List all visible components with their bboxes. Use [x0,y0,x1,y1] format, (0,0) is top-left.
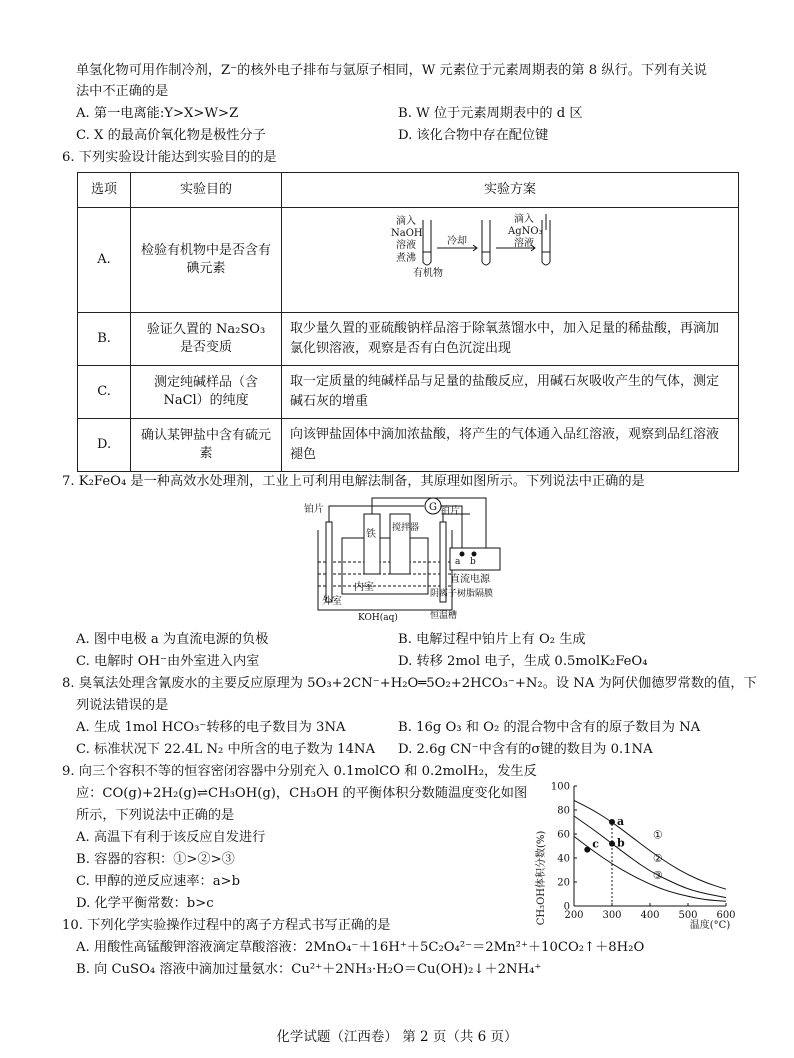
point-label-c: c [592,837,600,851]
label-bath: 恒温槽 [430,611,458,621]
fig-agno3: AgNO₃ [508,226,543,238]
row-plan-figure [282,208,739,313]
label-inner: 内室 [354,582,374,593]
q8-option-b: B. 16g O₃ 和 O₂ 的混合物中含有的原子数目为 NA [398,720,701,735]
table-row [78,313,739,366]
label-pt2: 铂片 [440,506,460,517]
y-tick-label: 80 [557,805,570,817]
point-label-a: a [617,815,625,828]
series-label-2: ② [652,852,663,865]
y-tick-label: 100 [550,781,570,793]
fig-organic: 有机物 [413,268,443,280]
row-goal: 确认某钾盐中含有硫元素 [131,419,282,472]
q7-option-d: D. 转移 2mol 电子，生成 0.5molK₂FeO₄ [398,654,648,669]
q8-option-d: D. 2.6g CN⁻中含有的σ键的数目为 0.1NA [398,742,653,757]
point-label-b: b [617,836,625,850]
q7-stem: 7. K₂FeO₄ 是一种高效水处理剂，工业上可利用电解法制备，其原理如图所示。下列说法中正确的是 [62,474,645,489]
series-line-2 [574,816,726,898]
x-tick-label: 500 [678,910,698,921]
y-tick-label: 60 [557,829,570,841]
fig-sol1: 溶液 [396,240,416,252]
q9-option-a: A. 高温下有利于该反应自发进行 [76,830,266,845]
q9-option-d: D. 化学平衡常数：b>c [76,896,214,911]
row-option: C. [78,366,131,419]
x-tick-label: 200 [564,910,584,921]
label-koh: KOH(aq) [358,613,398,622]
x-tick-label: 400 [640,910,660,921]
row-option: D. [78,419,131,472]
label-membrane: 阴离子树脂隔膜 [430,589,494,599]
table-row [78,208,739,313]
label-g: G [429,502,437,513]
x-tick-label: 600 [716,910,736,921]
chart-x-axis-label: 温度(°C) [689,920,731,930]
q8-option-c: C. 标准状况下 22.4L N₂ 中所含的电子数为 14NA [76,742,375,757]
q5-continuation: 单氢化物可用作制冷剂，Z⁻的核外电子排布与氩原子相同，W 元素位于元素周期表的第 8 纵行。下列有关说 [76,63,707,78]
header-plan: 实验方案 [282,173,739,208]
row-option: A. [78,208,131,313]
q9-stem-3: 所示，下列说法中正确的是 [76,808,235,823]
point-b [609,841,615,847]
q10-stem: 10. 下列化学实验操作过程中的离子方程式书写正确的是 [62,918,391,933]
y-tick-label: 40 [557,853,570,865]
label-pt1: 铂片 [304,504,324,515]
header-goal: 实验目的 [131,173,282,208]
label-power: 直流电源 [450,574,490,585]
page-footer: 化学试题（江西卷） 第 2 页（共 6 页） [276,1029,518,1045]
row-goal: 检验有机物中是否含有碘元素 [131,208,282,313]
q8-option-a: A. 生成 1mol HCO₃⁻转移的电子数目为 3NA [76,720,346,735]
q5-option-a: A. 第一电离能:Y>X>W>Z [76,106,239,121]
row-plan: 取少量久置的亚硫酸钠样品溶于除氧蒸馏水中，加入足量的稀盐酸，再滴加氯化钡溶液，观察是否有白色沉淀出现 [282,313,739,366]
q7-option-c: C. 电解时 OH⁻由外室进入内室 [76,654,260,669]
label-a: a [455,557,461,567]
series-label-1: ① [652,828,663,842]
fig-add2: 滴入 [514,214,534,226]
fig-sol2: 溶液 [514,238,534,250]
test-tube-2 [482,220,490,265]
q5-option-c: C. X 的最高价氧化物是极性分子 [76,128,266,143]
table-row [78,419,739,472]
fig-cool: 冷却 [447,236,467,248]
y-tick-label: 0 [563,901,570,913]
table-header-row [78,173,739,208]
q5-option-b: B. W 位于元素周期表中的 d 区 [398,106,583,121]
row-option: B. [78,313,131,366]
fig-boil: 煮沸 [396,253,416,265]
series-label-3: ③ [652,868,663,882]
label-outer: 外室 [322,596,342,607]
q7-option-b: B. 电解过程中铂片上有 O₂ 生成 [398,632,586,647]
table-row [78,366,739,419]
q9-option-b: B. 容器的容积：①>②>③ [76,852,235,867]
fig-add1: 滴入 [396,216,416,228]
q9-stem-2: 应：CO(g)+2H₂(g)⇌CH₃OH(g)，CH₃OH 的平衡体积分数随温度变化如图 [76,786,528,801]
q8-stem: 8. 臭氧法处理含氰废水的主要反应原理为 5O₃+2CN⁻+H₂O═5O₂+2HCO₃⁻+N₂。设 NA 为阿伏伽德罗常数的值，下 [62,676,757,691]
q9-stem: 9. 向三个容积不等的恒容密闭容器中分别充入 0.1molCO 和 0.2molH₂，发生反 [62,764,537,779]
row-plan: 取一定质量的纯碱样品与足量的盐酸反应，用碱石灰吸收产生的气体，测定碱石灰的增重 [282,366,739,419]
iron-electrode [364,514,380,574]
label-stirrer: 搅拌器 [392,523,420,533]
x-tick-label: 300 [602,910,622,921]
fig-naoh: NaOH [391,228,423,240]
label-iron: 铁 [366,529,376,540]
row-plan: 向该钾盐固体中滴加浓盐酸，将产生的气体通入品红溶液，观察到品红溶液褪色 [282,419,739,472]
chart-y-axis-label: CH₃OH体积分数(%) [536,830,547,926]
iodine-test-figure [290,212,730,302]
q10-option-b: B. 向 CuSO₄ 溶液中滴加过量氨水：Cu²⁺＋2NH₃·H₂O＝Cu(OH)₂↓＋2NH₄⁺ [76,962,542,977]
point-c [584,847,590,853]
platinum-plate-left [326,522,332,602]
row-goal: 验证久置的 Na₂SO₃ 是否变质 [131,313,282,366]
test-tube-1 [423,220,431,265]
q5-continuation-2: 法中不正确的是 [76,84,169,99]
q8-stem-2: 列说法错误的是 [76,698,169,713]
q10-option-a: A. 用酸性高锰酸钾溶液滴定草酸溶液：2MnO₄⁻＋16H⁺＋5C₂O₄²⁻＝2Mn²⁺＋10CO₂↑＋8H₂O [76,940,645,955]
methanol-volume-fraction-chart [530,778,740,930]
row-goal: 测定纯碱样品（含 NaCl）的纯度 [131,366,282,419]
q7-option-a: A. 图中电极 a 为直流电源的负极 [76,632,269,647]
header-option: 选项 [78,173,131,208]
electrolysis-diagram [300,492,520,622]
point-a [609,819,615,825]
y-tick-label: 20 [557,877,570,889]
q9-option-c: C. 甲醇的逆反应速率：a>b [76,874,241,889]
label-b: b [470,557,476,567]
q5-option-d: D. 该化合物中存在配位键 [398,128,549,143]
q6-experiment-table [77,172,739,472]
q6-stem: 6. 下列实验设计能达到实验目的的是 [62,150,277,165]
